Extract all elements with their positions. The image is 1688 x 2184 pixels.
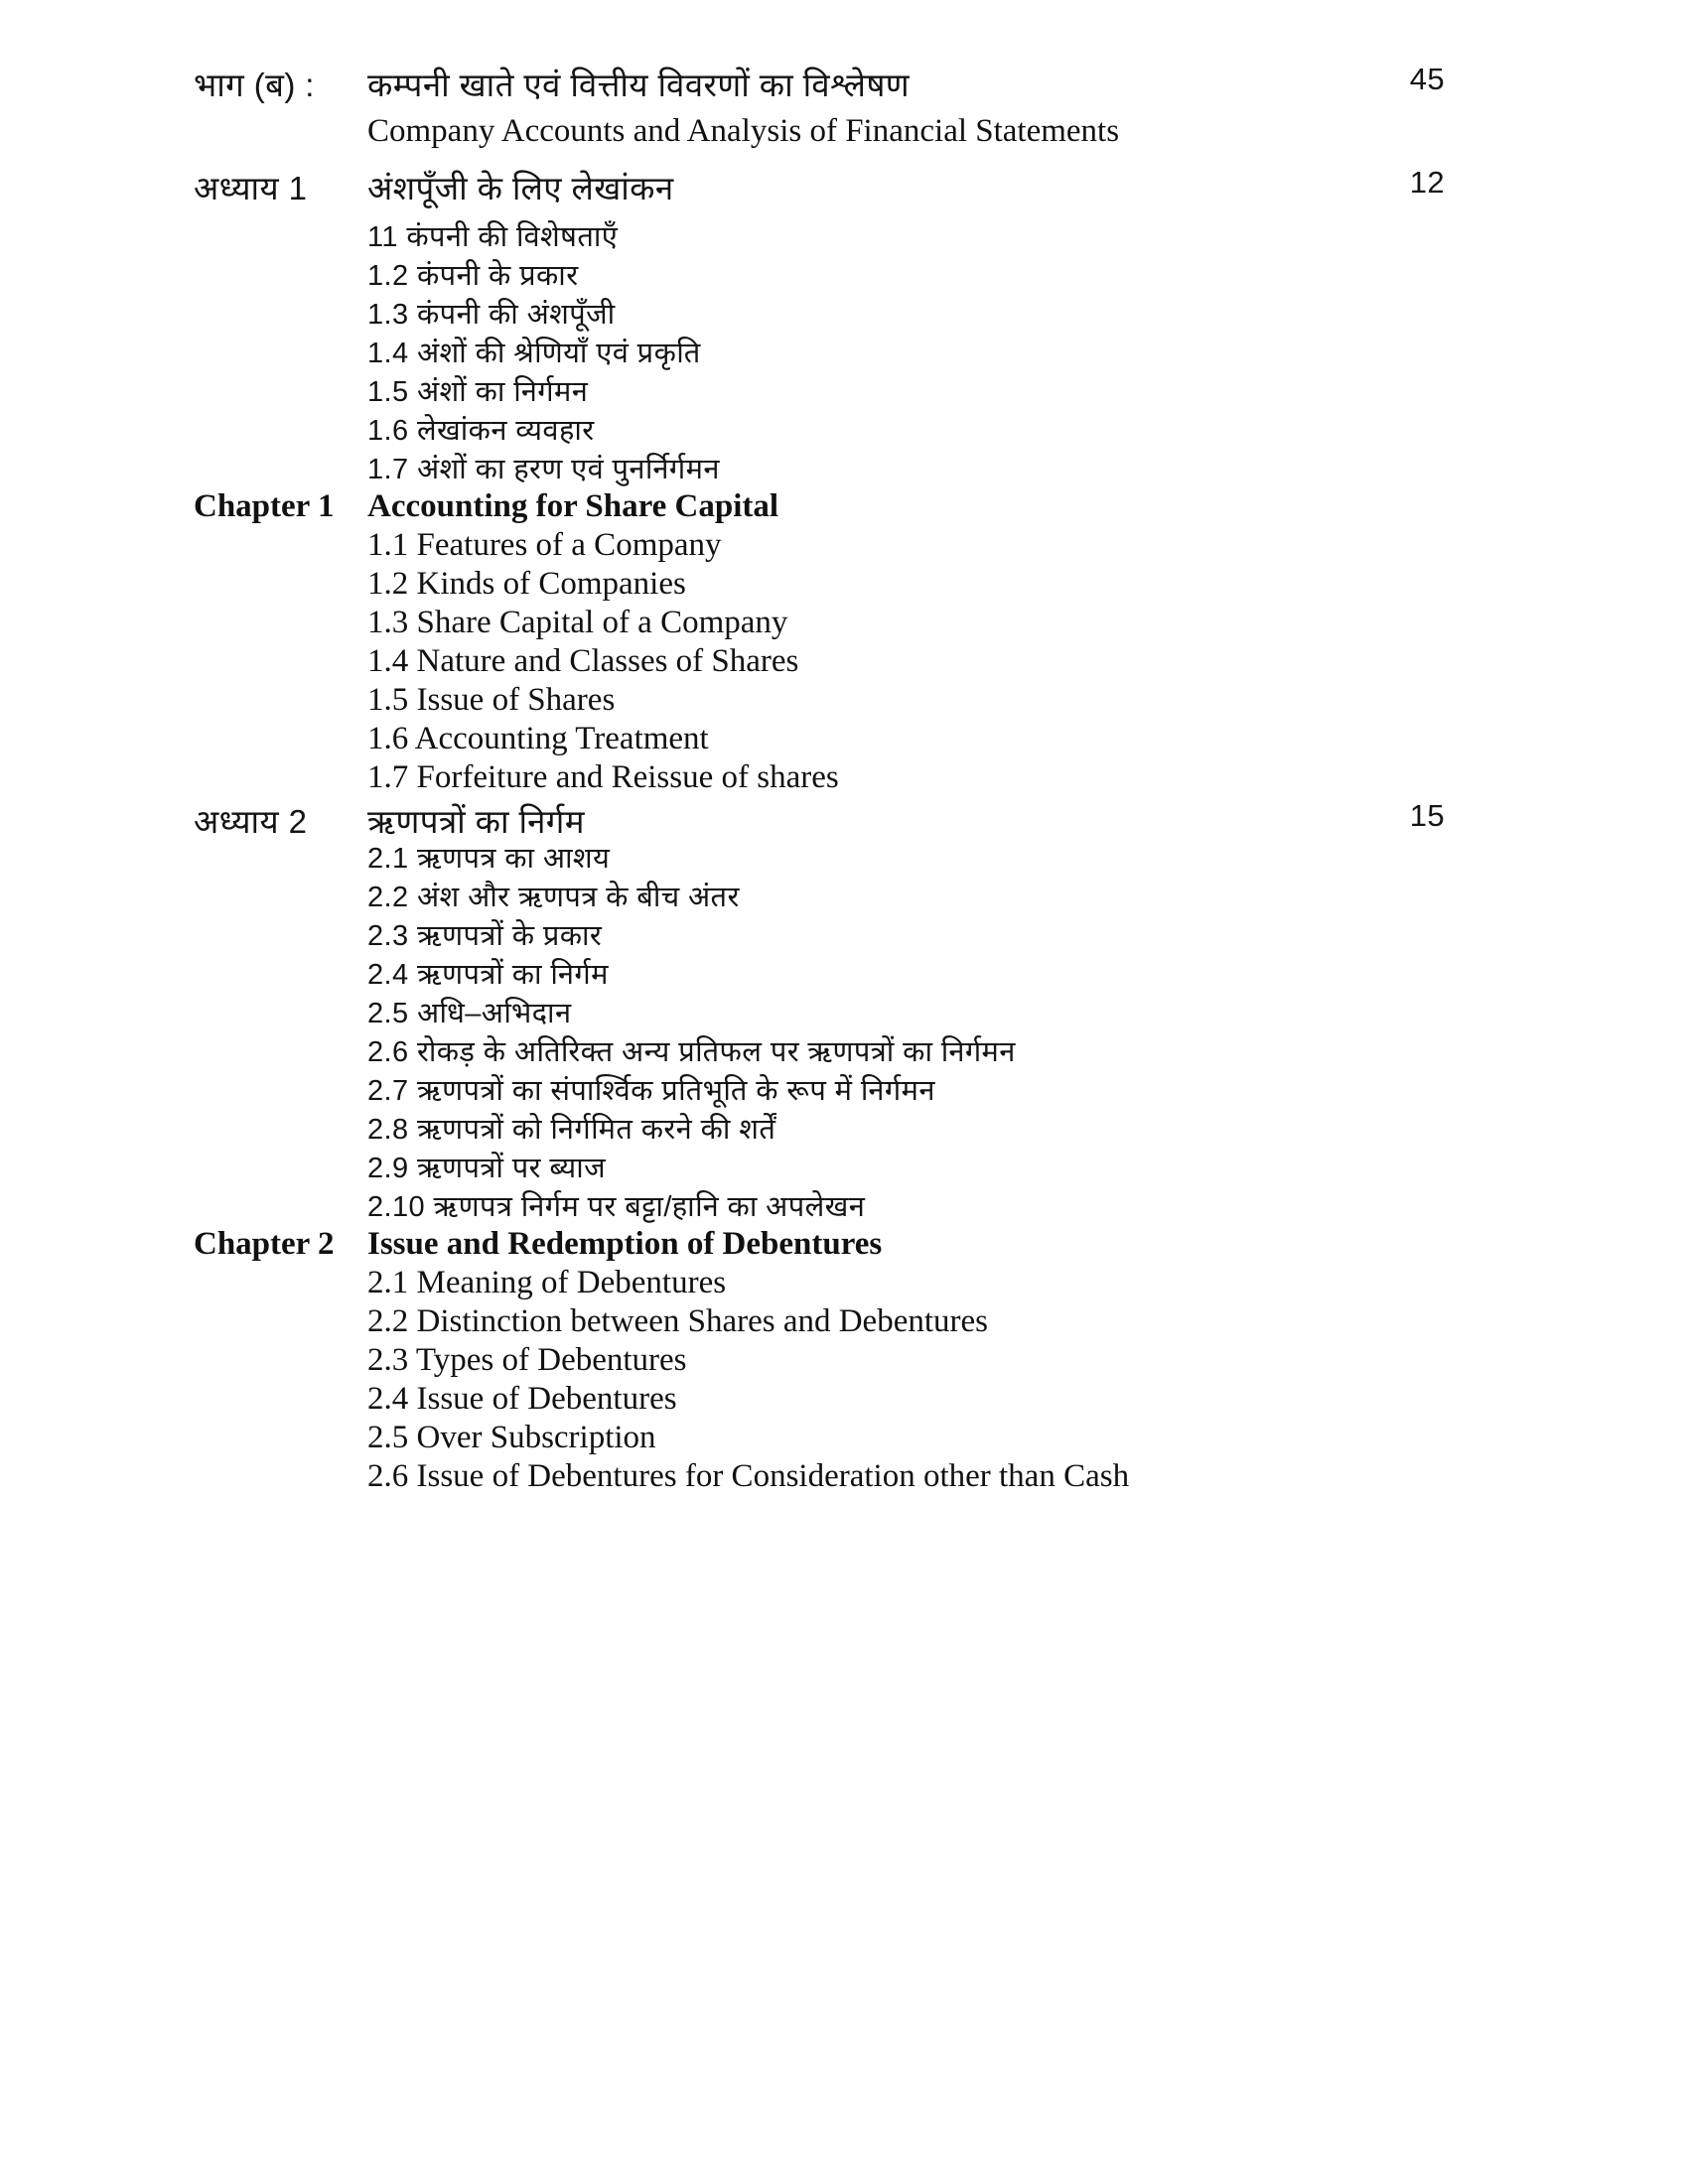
toc-entry	[0, 1303, 1688, 1342]
chapter-2-page-number: 15	[1409, 798, 1445, 833]
toc-entry	[0, 216, 1688, 255]
chapter-1-title-english: Accounting for Share Capital	[367, 488, 779, 524]
toc-entry	[0, 1070, 1688, 1109]
toc-entry	[0, 838, 1688, 877]
chapter-2-heading-hindi	[0, 798, 1688, 838]
chapter-1-title-hindi: अंशपूँजी के लिए लेखांकन	[367, 170, 674, 206]
toc-entry	[0, 333, 1688, 371]
toc-entry	[0, 1458, 1688, 1497]
chapter-1-label-hindi: अध्याय 1	[194, 170, 308, 206]
toc-entry-label: 1.1 Features of a Company	[367, 527, 722, 563]
toc-entry	[0, 1109, 1688, 1148]
chapter-1-page-number: 12	[1409, 165, 1445, 200]
toc-entry	[0, 759, 1688, 798]
part-label: भाग (ब) :	[194, 67, 315, 103]
toc-entry-label: 2.7 ऋणपत्रों का संपार्श्विक प्रतिभूति के रूप में निर्गमन	[367, 1075, 935, 1107]
toc-entry	[0, 449, 1688, 488]
toc-entry	[0, 371, 1688, 410]
toc-entry	[0, 954, 1688, 993]
toc-entry	[0, 294, 1688, 333]
toc-entry-label: 1.6 Accounting Treatment	[367, 721, 709, 756]
toc-entry	[0, 255, 1688, 294]
toc-entry-label: 2.3 Types of Debentures	[367, 1342, 687, 1378]
chapter-2-title-english: Issue and Redemption of Debentures	[367, 1226, 883, 1262]
toc-entry-label: 2.3 ऋणपत्रों के प्रकार	[367, 920, 603, 952]
toc-entry	[0, 1381, 1688, 1420]
toc-entry	[0, 1031, 1688, 1070]
toc-entry	[0, 566, 1688, 605]
toc-entry-label: 1.2 कंपनी के प्रकार	[367, 260, 579, 292]
toc-entry-label: 1.3 Share Capital of a Company	[367, 605, 788, 640]
chapter-1-label-english: Chapter 1	[194, 488, 335, 524]
toc-entry	[0, 1420, 1688, 1458]
toc-entry-label: 2.4 ऋणपत्रों का निर्गम	[367, 959, 609, 991]
toc-entry-label: 1.2 Kinds of Companies	[367, 566, 686, 602]
chapter-2-heading-english	[0, 1226, 1688, 1265]
toc-entry-label: 1.4 अंशों की श्रेणियाँ एवं प्रकृति	[367, 338, 701, 369]
toc-entry-label: 1.4 Nature and Classes of Shares	[367, 643, 799, 679]
toc-entry-label: 1.7 Forfeiture and Reissue of shares	[367, 759, 839, 795]
toc-entry	[0, 1265, 1688, 1303]
chapter-2-title-hindi: ऋणपत्रों का निर्गम	[367, 803, 585, 840]
chapter-2-label-hindi: अध्याय 2	[194, 803, 308, 840]
toc-entry-label: 2.5 Over Subscription	[367, 1420, 656, 1455]
toc-entry	[0, 721, 1688, 759]
toc-entry-label: 11 कंपनी की विशेषताएँ	[367, 221, 619, 253]
toc-entry	[0, 605, 1688, 643]
toc-entry-label: 2.2 अंश और ऋणपत्र के बीच अंतर	[367, 882, 740, 913]
toc-entry	[0, 1186, 1688, 1226]
toc-entry-label: 1.7 अंशों का हरण एवं पुनर्निर्गमन	[367, 454, 720, 485]
toc-entry-label: 2.1 ऋणपत्र का आशय	[367, 843, 611, 875]
toc-entry	[0, 1342, 1688, 1381]
part-title-english-row	[0, 113, 1688, 165]
part-page-number: 45	[1409, 62, 1445, 96]
toc-entry-label: 1.6 लेखांकन व्यवहार	[367, 415, 595, 447]
toc-entry	[0, 410, 1688, 449]
chapter-2-label-english: Chapter 2	[194, 1226, 335, 1262]
chapter-1-heading-hindi	[0, 165, 1688, 216]
part-title-hindi: कम्पनी खाते एवं वित्तीय विवरणों का विश्लेषण	[367, 67, 911, 103]
toc-entry	[0, 682, 1688, 721]
toc-entry-label: 2.2 Distinction between Shares and Debentures	[367, 1303, 989, 1339]
toc-entry-label: 2.6 रोकड़ के अतिरिक्त अन्य प्रतिफल पर ऋणपत्रों का निर्गमन	[367, 1036, 1016, 1068]
toc-entry-label: 2.6 Issue of Debentures for Consideration other than Cash	[367, 1458, 1130, 1494]
part-heading-row	[0, 62, 1688, 113]
toc-entry-label: 2.10 ऋणपत्र निर्गम पर बट्टा/हानि का अपलेखन	[367, 1191, 866, 1223]
toc-entry	[0, 877, 1688, 915]
toc-entry-label: 1.5 Issue of Shares	[367, 682, 616, 718]
toc-entry-label: 1.5 अंशों का निर्गमन	[367, 376, 589, 408]
toc-entry-label: 2.8 ऋणपत्रों को निर्गमित करने की शर्तें	[367, 1114, 776, 1146]
toc-entry-label: 2.1 Meaning of Debentures	[367, 1265, 727, 1300]
chapter-1-heading-english	[0, 488, 1688, 527]
toc-entry	[0, 643, 1688, 682]
part-title-english: Company Accounts and Analysis of Financial Statements	[367, 113, 1120, 149]
toc-entry-label: 2.9 ऋणपत्रों पर ब्याज	[367, 1153, 607, 1184]
toc-entry-label: 1.3 कंपनी की अंशपूँजी	[367, 299, 616, 331]
toc-entry	[0, 527, 1688, 566]
toc-entry	[0, 915, 1688, 954]
toc-entry-label: 2.4 Issue of Debentures	[367, 1381, 677, 1417]
toc-entry	[0, 993, 1688, 1031]
toc-entry	[0, 1148, 1688, 1186]
toc-entry-label: 2.5 अधि–अभिदान	[367, 998, 572, 1029]
